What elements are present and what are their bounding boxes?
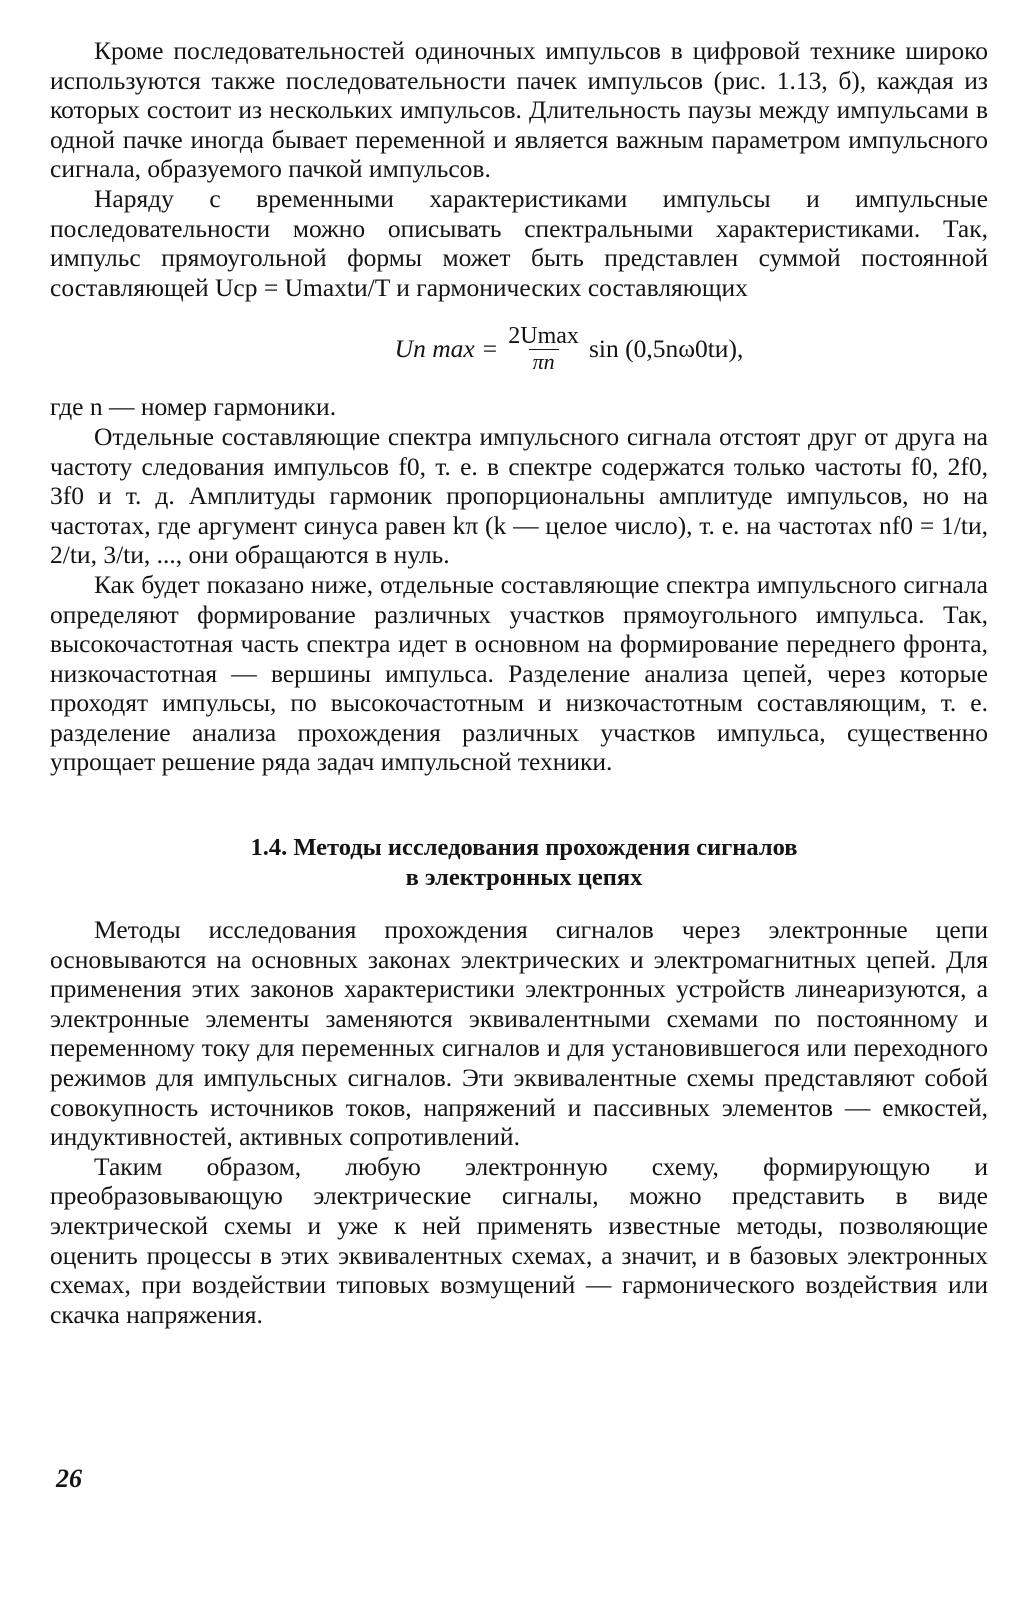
paragraph-conclusion: Таким образом, любую электронную схему, формирующую и преобразовывающую электрические сигналы, можно представить в виде электрической схемы и уже к ней применять известные методы, позволяющие оценить процессы в этих эквивалентных схемах, а значит, и в базовых электронных схемах, при воздействии типовых возмущений — гармонического воздействия или скачка напряжения. [50, 1151, 988, 1329]
page-number: 26 [56, 1464, 82, 1493]
formula-numerator: 2Umax [508, 322, 579, 349]
paragraph-spectrum-components: Отдельные составляющие спектра импульсного сигнала отстоят друг от друга на частоту следования импульсов f0, т. е. в спектре содержатся только частоты f0, 2f0, 3f0 и т. д. Амплитуды гармоник пропорциональны амплитуде импульсов, но на частотах, где аргумент синуса равен kπ (k — целое число), т. е. на частотах nf0 = 1/tи, 2/tи, 3/tи, ..., они обращаются в нуль. [50, 421, 988, 570]
formula-lhs: Un max = [394, 333, 499, 363]
paragraph-research-methods: Методы исследования прохождения сигналов через электронные цепи основываются на основных законах электрических и электромагнитных цепей. Для применения этих законов характеристики электронных устройств линеаризуются, а электронные элементы заменяются эквивалентными схемами по постоянному и переменному току для переменных сигналов и для установившегося или переходного режимов для импульсных сигналов. Эти эквивалентные схемы представляют собой совокупность источников токов, напряжений и пассивных элементов — емкостей, индуктивностей, активных сопротивлений. [50, 915, 988, 1152]
section-heading-line2: в электронных цепях [405, 864, 643, 892]
paragraph-spectral-characteristics: Наряду с временными характеристиками импульсы и импульсные последовательности можно описывать спектральными характеристиками. Так, импульс прямоугольной формы может быть представлен суммой постоянной составляющей Uср = Umaxtи/T и гармонических составляющих [50, 183, 988, 302]
section-heading [50, 833, 988, 893]
page-body [50, 36, 988, 1329]
formula-fraction [504, 323, 583, 374]
paragraph-pulse-bursts: Кроме последовательностей одиночных импульсов в цифровой технике широко используются также последовательности пачек импульсов (рис. 1.13, б), каждая из которых состоит из нескольких импульсов. Длительность паузы между импульсами в одной пачке иногда бывает переменной и является важным параметром импульсного сигнала, образуемого пачкой импульсов. [50, 36, 988, 184]
paragraph-harmonic-number: где n — номер гармоники. [50, 392, 337, 422]
section-heading-line1: 1.4. Методы исследования прохождения сигналов [250, 834, 798, 862]
harmonic-amplitude-formula [50, 304, 988, 392]
paragraph-spectrum-formation: Как будет показано ниже, отдельные составляющие спектра импульсного сигнала определяют формирование различных участков прямоугольного импульса. Так, высокочастотная часть спектра идет в основном на формирование переднего фронта, низкочастотная — вершины импульса. Разделение анализа цепей, через которые проходят импульсы, по высокочастотным и низкочастотным составляющим, т. е. разделение анализа прохождения различных участков импульса, существенно упрощает решение ряда задач импульсной техники. [50, 569, 988, 777]
formula-rhs: sin (0,5nω0tи), [588, 333, 744, 363]
formula-denominator: πn [529, 349, 559, 374]
